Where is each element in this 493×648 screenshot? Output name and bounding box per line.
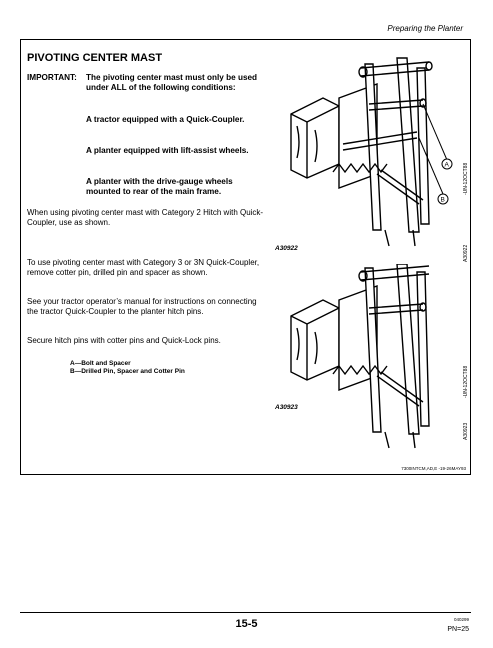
page-date: 040299 [453,617,469,622]
paragraph: To use pivoting center mast with Category 3 or 3N Quick-Coupler, remove cotter pin, drilled pin and spacer as shown. [27,258,260,277]
figure-side-ref: A30922 [463,244,469,262]
figure-side-code: -UN-12OCT88 [463,162,469,195]
condition-item: A planter equipped with lift-assist wheels. [86,146,249,155]
callout-a: A [444,161,449,169]
figure-ref: A30923 [275,404,298,411]
paragraph: Secure hitch pins with cotter pins and Quick-Lock pins. [27,336,221,345]
callout-b: B [440,196,445,204]
figure-legend [70,360,185,376]
page-pn: PN=25 [447,626,469,633]
condition-item: A planter with the drive-gauge wheels mounted to rear of the main frame. [86,177,233,196]
document-code: 7300INTCM,AD,E -19-26MAY93 [401,466,466,471]
page-number: 15-5 [235,618,258,630]
important-label: IMPORTANT: [27,73,77,82]
condition-item: A tractor equipped with a Quick-Coupler. [86,115,245,124]
legend-item: A—Bolt and Spacer [70,360,131,367]
pivoting-mast-figure-2 [273,264,458,454]
pivoting-mast-figure-1 [273,54,458,254]
figure-side-code: -UN-12OCT88 [463,365,469,398]
figure-side-ref: A30923 [463,422,469,440]
legend-item: B—Drilled Pin, Spacer and Cotter Pin [70,368,185,375]
running-header: Preparing the Planter [387,24,463,33]
figure-ref: A30922 [275,245,298,252]
important-text: The pivoting center mast must only be used under ALL of the following conditions: [86,73,258,92]
content-box [20,40,471,475]
footer-rule [20,612,471,613]
paragraph: When using pivoting center mast with Category 2 Hitch with Quick-Coupler, use as shown. [27,208,264,227]
paragraph: See your tractor operator’s manual for instructions on connecting the tractor Quick-Coupler to the planter hitch pins. [27,297,257,316]
section-title: PIVOTING CENTER MAST [27,52,163,64]
